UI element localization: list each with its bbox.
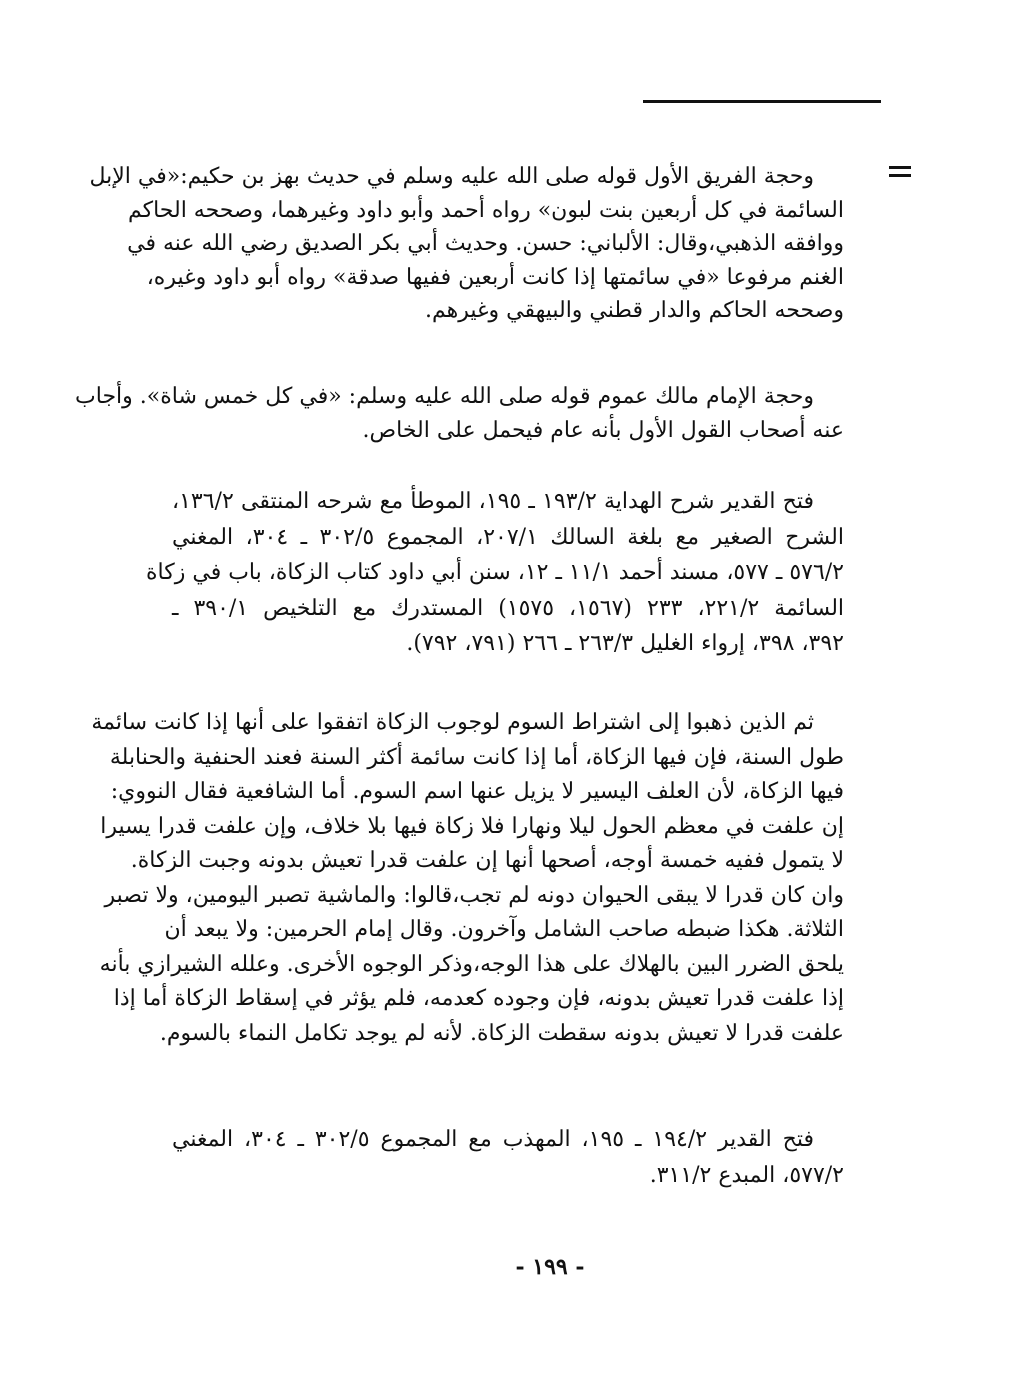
text-line: الثلاثة. هكذا ضبطه صاحب الشامل وآخرون. وقال إمام الحرمين: ولا يبعد أن: [164, 917, 844, 942]
paragraph-imam-malik-evidence: [75, 380, 844, 447]
text-line: وحجة الإمام مالك عموم قوله صلى الله عليه وسلم: «في كل خمس شاة». وأجاب: [75, 384, 814, 409]
text-line: علفت قدرا لا تعيش بدونه سقطت الزكاة. لأنه لم يوجد تكامل النماء بالسوم.: [159, 1020, 844, 1046]
text-line: فيها الزكاة، لأن العلف اليسير لا يزيل عنها اسم السوم. أما الشافعية فقال النووي:: [110, 779, 844, 804]
text-line: السائمة ٢٢١/٢، ٢٣٣ (١٥٦٧، ١٥٧٥) المستدرك مع التلخيص ٣٩٠/١ ـ: [172, 595, 845, 621]
text-line: طول السنة، فإن فيها الزكاة، أما إذا كانت سائمة أكثر السنة فعند الحنفية والحنابلة: [109, 744, 844, 770]
paragraph-references-1: [146, 484, 845, 662]
text-line: ٥٧٧/٢، المبدع ٣١١/٢.: [649, 1163, 844, 1188]
text-line: ٥٧٦/٢ ـ ٥٧٧، مسند أحمد ١١/١ ـ ١٢، سنن أبي داود كتاب الزكاة، باب في زكاة: [146, 560, 844, 585]
continuation-marker-icon: [889, 166, 911, 178]
text-line: السائمة في كل أربعين بنت لبون» رواه أحمد وأبو داود وغيرهما، وصححه الحاكم: [127, 197, 844, 223]
paragraph-first-group-evidence: [89, 160, 844, 328]
text-line: وان كان قدرا لا يبقى الحيوان دونه لم تجب،قالوا: والماشية تصبر اليومين، ولا تصبر: [104, 882, 844, 908]
text-line: فتح القدير شرح الهداية ١٩٣/٢ ـ ١٩٥، الموطأ مع شرحه المنتقى ١٣٦/٢،: [172, 489, 814, 514]
text-line: ثم الذين ذهبوا إلى اشتراط السوم لوجوب الزكاة اتفقوا على أنها إذا كانت سائمة: [91, 710, 814, 735]
text-line: إذا علفت قدرا تعيش بدونه، فإن وجوده كعدمه، فلم يؤثر في إسقاط الزكاة أما إذا: [113, 986, 844, 1011]
text-line: الشرح الصغير مع بلغة السالك ٢٠٧/١، المجموع ٣٠٢/٥ ـ ٣٠٤، المغني: [172, 524, 845, 550]
text-line: يلحق الضرر البين بالهلاك على هذا الوجه،وذكر الوجوه الأخرى. وعلله الشيرازي بأنه: [99, 951, 844, 977]
text-line: عنه أصحاب القول الأول بأنه عام فيحمل على الخاص.: [362, 417, 844, 443]
text-line: وصححه الحاكم والدار قطني والبيهقي وغيرهم.: [424, 298, 844, 323]
text-line: الغنم مرفوعا «في سائمتها إذا كانت أربعين ففيها صدقة» رواه أبو داود وغيره،: [146, 264, 844, 290]
page-number: - ١٩٩ -: [515, 1254, 585, 1280]
text-line: إن علفت في معظم الحول ليلا ونهارا فلا زكاة فيها بلا خلاف، وإن علفت قدرا يسيرا: [100, 813, 844, 839]
text-line: ٣٩٢، ٣٩٨، إرواء الغليل ٢٦٣/٣ ـ ٢٦٦ (٧٩١، ٧٩٢).: [406, 631, 844, 656]
footnote-separator-rule: [643, 100, 881, 103]
text-line: فتح القدير ١٩٤/٢ ـ ١٩٥، المهذب مع المجموع ٣٠٢/٥ ـ ٣٠٤، المغني: [172, 1127, 814, 1152]
paragraph-grazing-condition: [91, 706, 844, 1051]
text-line: ووافقه الذهبي،وقال: الألباني: حسن. وحديث أبي بكر الصديق رضي الله عنه في: [127, 231, 844, 256]
text-line: لا يتمول ففيه خمسة أوجه، أصحها أنها إن علفت قدرا تعيش بدونه وجبت الزكاة.: [130, 848, 844, 873]
text-line: وحجة الفريق الأول قوله صلى الله عليه وسلم في حديث بهز بن حكيم:«في الإبل: [89, 164, 814, 189]
paragraph-references-2: [172, 1122, 844, 1194]
